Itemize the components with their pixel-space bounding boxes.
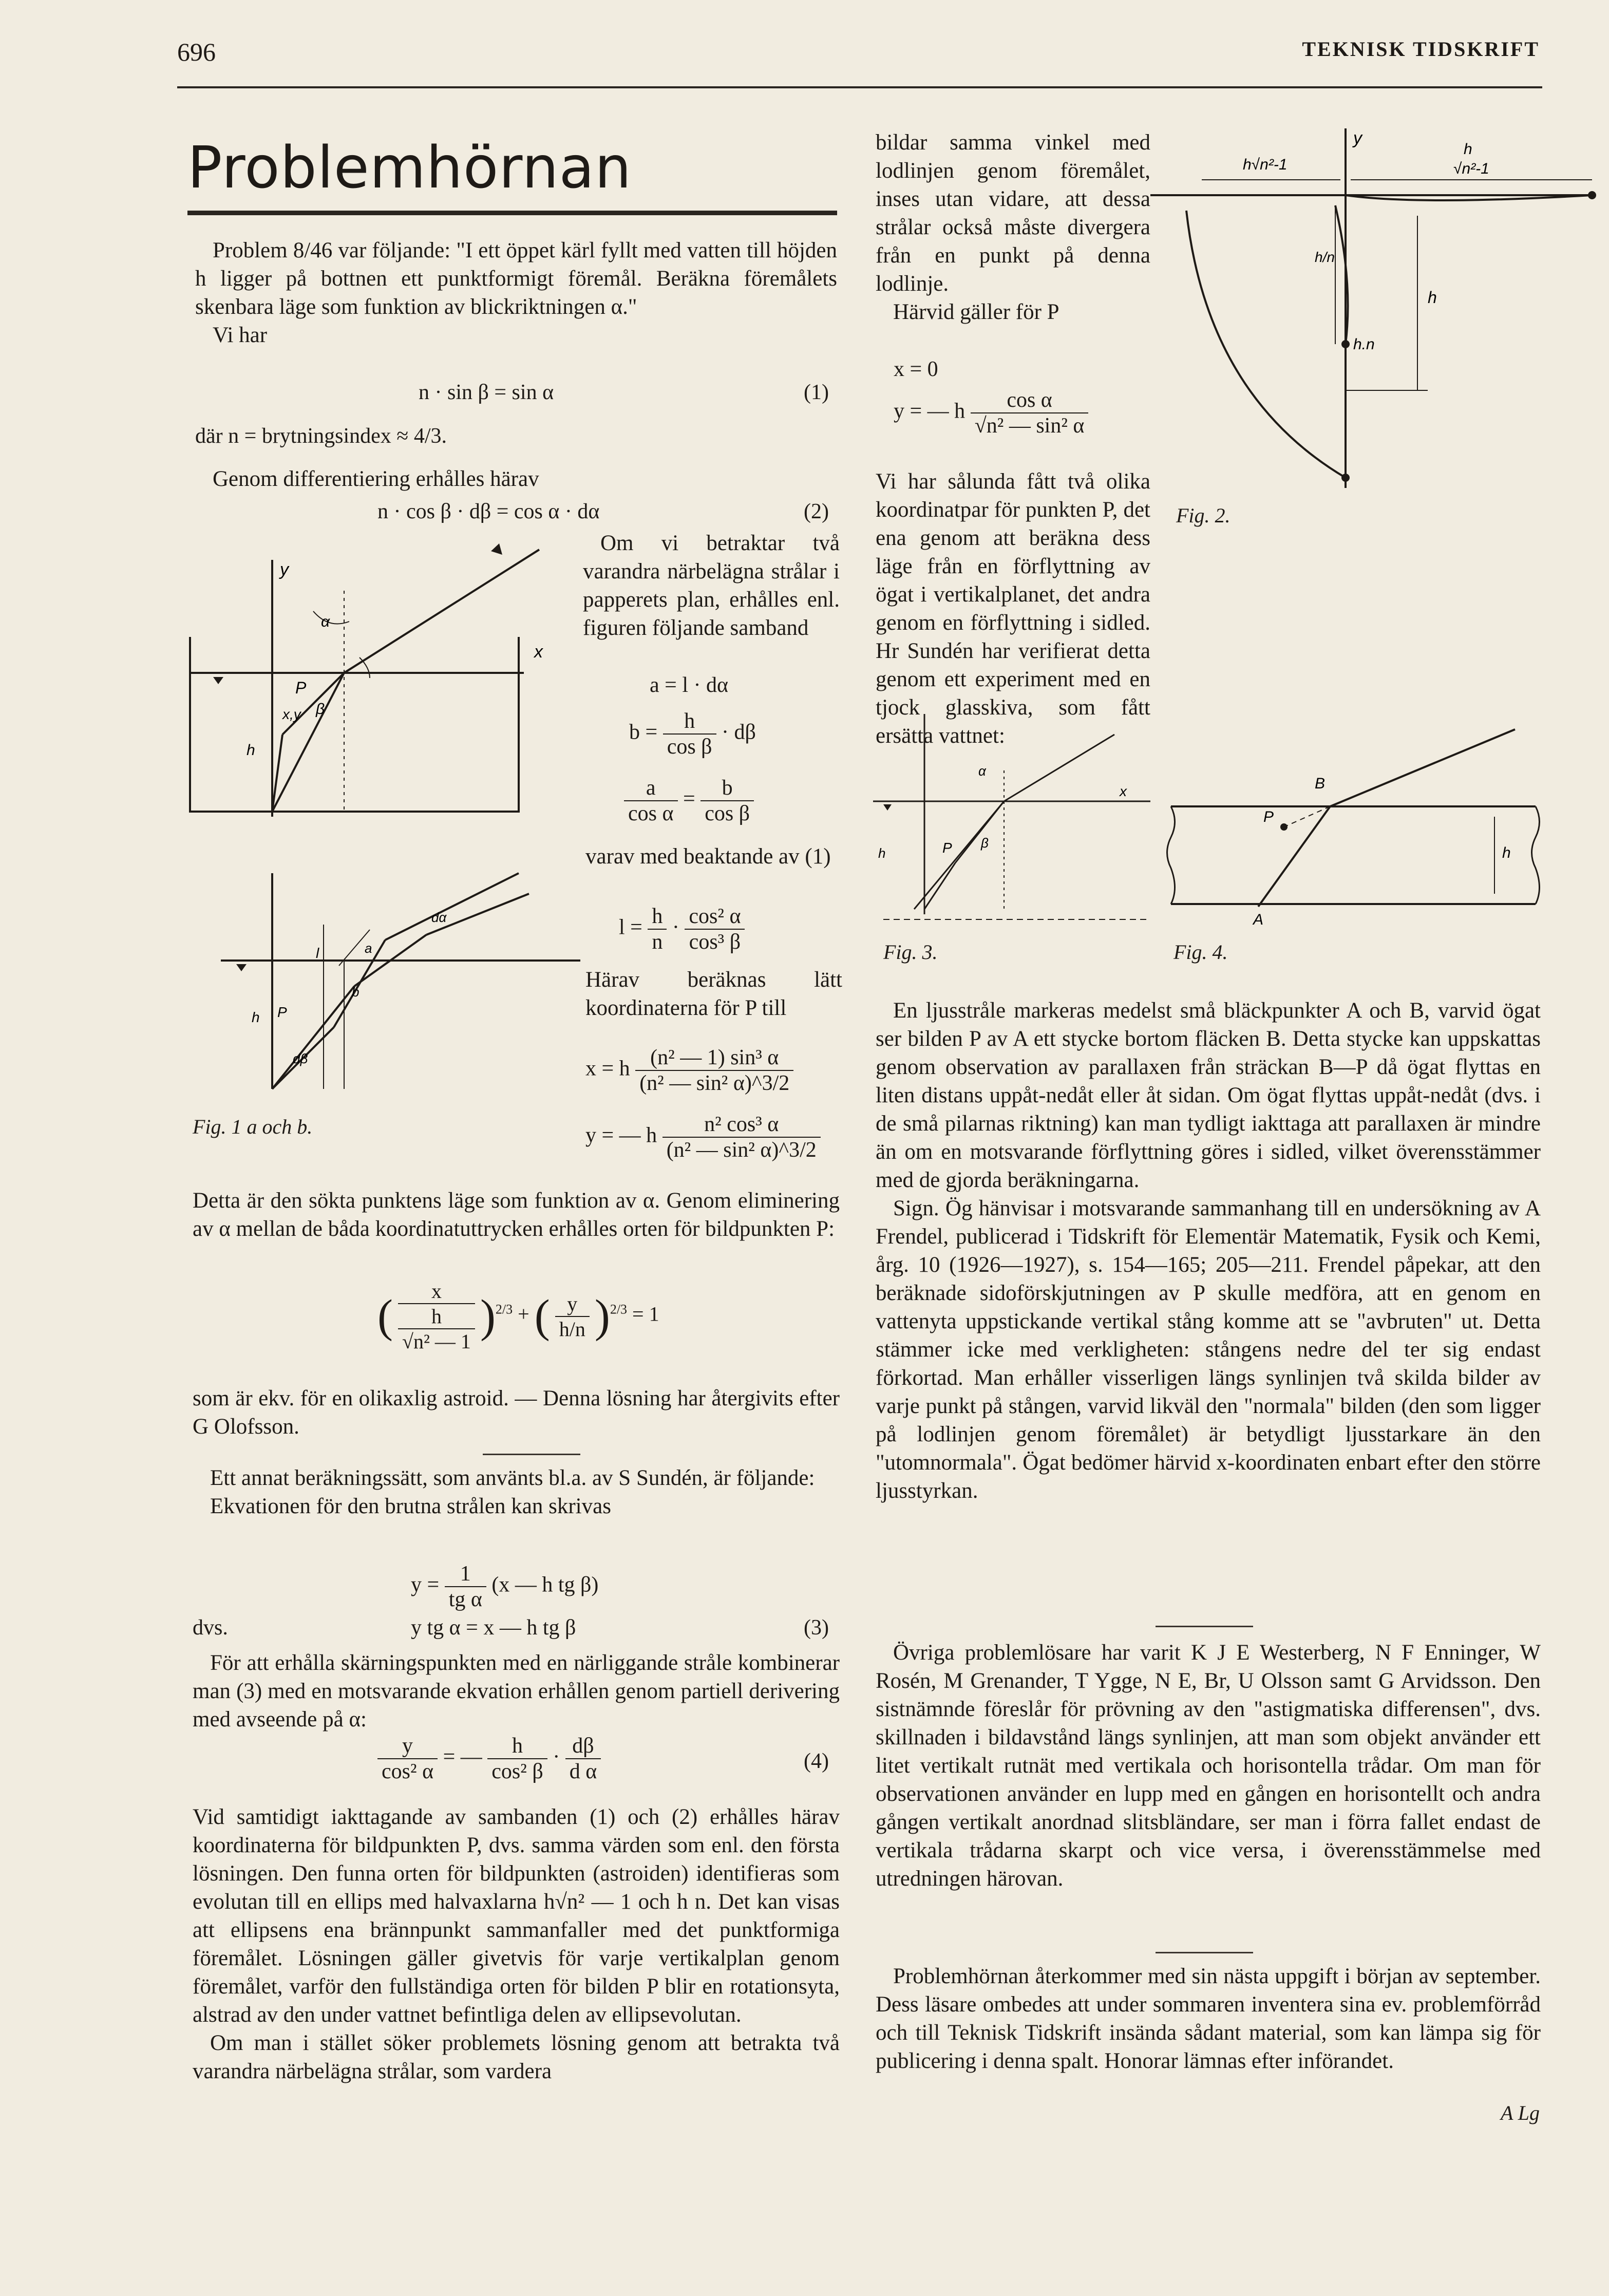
figure-3-caption: Fig. 3. <box>883 940 938 964</box>
fig4-a-label: A <box>1253 911 1264 928</box>
fig2-sqrt-label: √n²-1 <box>1453 160 1489 177</box>
figure-4-caption: Fig. 4. <box>1173 940 1228 964</box>
fig2-hsqrt-label: h√n²-1 <box>1243 156 1288 173</box>
fig2-h-label: h <box>1428 288 1437 307</box>
fig1a-p-label: P <box>295 679 307 697</box>
intersection-paragraph: För att erhålla skärningspunkten med en närliggande stråle kombinerar man (3) med en motsvarande ekvation erhållen genom partiell derivering med avseende på α: <box>193 1651 840 1732</box>
fig4-p-label: P <box>1263 808 1274 825</box>
equation-4: $\frac{y}{\text{cos² α}}$ = — $\frac{h}{\text{cos² β}}$ · $\frac{d\beta}{\text{d α}}$ <box>377 1734 601 1784</box>
harav-text: Härav beräknas lätt koordinaterna för P till <box>585 968 842 1020</box>
fig1b-l-label: l <box>316 945 319 961</box>
equation-x-zero: x = 0 <box>894 357 938 381</box>
two-rays-text: Om vi betraktar två varandra närbelägna strålar i papperets plan, erhålles enl. figuren följande samband <box>583 531 840 640</box>
fig1b-a-label: a <box>365 940 372 956</box>
ellipse-paragraph: Vid samtidigt iakttagande av sambanden (1) och (2) erhålles härav koordinaterna för bildpunkten P, dvs. samma värden som enl. den första lösningen. Den funna orten för bildpunkten (astroiden) identifieras som evolutan till en ellips med halvaxlarna h√n² — 1 och h n. Det kan visas att ellipsens ena brännpunkt sammanfaller med det punktformiga föremålet. Lösningen gäller givetvis för varje vertikalplan genom föremålet, varför den fullständiga orten för bilden P blir en rotationsyta, alstrad av den under vattnet befintliga delen av ellipsevolutan. Om man i stället söker problemets lösning genom att betrakta två varandra närbelägna strålar, som vardera <box>193 1805 840 2083</box>
separator <box>483 1454 580 1455</box>
equation-a: a = l · dα <box>650 673 728 697</box>
refracted-ray-equation: y = $\frac{1}{\text{tg α}}$ (x — h tg β) <box>411 1562 599 1611</box>
elimination-paragraph: Detta är den sökta punktens läge som funktion av α. Genom eliminering av α mellan de båda koordinatuttrycken erhålles orten för bildpunkten P: <box>193 1189 840 1241</box>
coordinate-pairs-intro: Vi har sålunda fått två olika koordinatpar för punkten P, det ena genom att beräkna dess läge från en förflyttning av ögat i vertikalplanet, det andra genom en förflyttning i sidled. Hr Sundén har verifierat detta genom ett experiment med en tjock glasskiva, som fått ersätta vattnet: <box>876 469 1150 748</box>
equation-x: x = h $\frac{\text{(n² — 1) sin³ α}}{\text{(n² — sin² α)\textasciicircum{}3/2}}$ <box>585 1045 793 1096</box>
figure-1b <box>221 863 580 1099</box>
equation-y: y = — h $\frac{\text{n² cos³ α}}{\text{(n² — sin² α)\textasciicircum{}3/2}}$ <box>585 1112 821 1162</box>
equation-y-vertical: y = — h $\frac{\text{cos α}}{\text{√n² — sin² α}}$ <box>894 388 1088 438</box>
figure-2 <box>1150 128 1597 498</box>
fig3-alpha-label: α <box>978 763 986 779</box>
fig3-p-label: P <box>942 840 952 856</box>
fig4-b-label: B <box>1315 775 1326 792</box>
differentiation-text: Genom differentiering erhålles härav <box>213 467 539 491</box>
figure-1a <box>185 539 575 827</box>
figure-4 <box>1166 719 1551 928</box>
fig1a-alpha-label: α <box>321 613 330 630</box>
fig3-h-label: h <box>878 845 886 861</box>
closing-paragraph: Problemhörnan återkommer med sin nästa uppgift i början av september. Dess läsare ombedes att under sommaren inventera sina ev. problemförråd och till Teknisk Tidskrift insända sådant material, som kan lämpa sig för publicering i denna spalt. Honorar lämnas efter införandet. <box>876 1964 1541 2073</box>
astroid-equation: ( x h √n² — 1 )$^{2/3}$ + ( $\frac{y}{h/n}$ )$^{2/3}$ = 1 <box>377 1279 659 1353</box>
equation-b: b = $\frac{h}{\text{cos β}}$ · dβ <box>629 709 756 759</box>
astroid-paragraph: som är ekv. för en olikaxlig astroid. — Denna lösning har återgivits efter G Olofsson. <box>193 1386 840 1439</box>
equation-l: l = $\frac{h}{n}$ · $\frac{\text{cos² α}}{\text{cos³ β}}$ <box>619 904 745 954</box>
figure-1-caption: Fig. 1 a och b. <box>193 1115 313 1138</box>
fig2-hn-label: h.n <box>1353 336 1375 353</box>
journal-name: TEKNISK TIDSKRIFT <box>1302 37 1540 61</box>
header-rule <box>177 86 1542 88</box>
equation-ratio: $\frac{a}{\text{cos α}}$ = $\frac{b}{\text{cos β}}$ <box>624 776 754 826</box>
fig1b-b-label: b <box>352 984 359 1000</box>
equation-3-number: (3) <box>804 1616 829 1640</box>
fig1a-h-label: h <box>247 742 255 759</box>
figure-3 <box>873 714 1161 925</box>
right-top-paragraph: bildar samma vinkel med lodlinjen genom föremålet, inses utan vidare, att dessa strålar också måste divergera från en punkt på denna lodlinje. Härvid gäller för P <box>876 130 1150 324</box>
intro-paragraph: Problem 8/46 var följande: "I ett öppet kärl fyllt med vatten till höjden h ligger på bottnen ett punktformigt föremål. Beräkna föremålets skenbara läge som funktion av blickriktningen α." Vi har <box>195 238 837 347</box>
equation-4-number: (4) <box>804 1749 829 1773</box>
separator <box>1156 1952 1253 1953</box>
alternative-method-paragraph: Ett annat beräkningssätt, som använts bl.a. av S Sundén, är följande: Ekvationen för den brutna strålen kan skrivas <box>210 1466 815 1518</box>
varav-text: varav med beaktande av (1) <box>585 844 831 869</box>
equation-2-number: (2) <box>804 500 829 523</box>
fig1a-y-label: y <box>280 560 289 579</box>
fig2-hn-frac-label: h/n <box>1315 249 1335 265</box>
fig1b-p-label: P <box>277 1004 287 1020</box>
fig1b-dbeta-label: dβ <box>293 1051 308 1066</box>
page-number: 696 <box>177 37 216 66</box>
page-title: Problemhörnan <box>187 135 632 201</box>
title-rule <box>187 211 837 215</box>
fig1b-h-label: h <box>252 1009 260 1025</box>
fig1b-dalpha-label: dα <box>431 910 447 925</box>
fig3-beta-label: β <box>981 835 989 851</box>
equation-2: n · cos β · dβ = cos α · dα <box>377 500 600 523</box>
separator <box>1156 1626 1253 1627</box>
fig1a-beta-label: β <box>316 701 325 718</box>
fig4-h-label: h <box>1502 844 1511 861</box>
fig3-x-label: x <box>1120 783 1127 799</box>
experiment-paragraph: En ljusstråle markeras medelst små bläckpunkter A och B, varvid ögat ser bilden P av A ett stycke bortom fläcken B. Detta stycke kan uppskattas genom observation av parallaxen från sträckan B—P då ögat flyttas en liten distans uppåt-nedåt eller åt sidan. Om ögat flyttas uppåt-nedåt (dvs. i de små pilarnas riktning) kan man tydligt iakttaga att parallaxen är mindre än om en motsvarande förflyttning göres i sidled, vilket överensstämmer med de gjorda beräkningarna. Sign. Ög hänvisar i motsvarande sammanhang till en undersökning av A Frendel, publicerad i Tidskrift för Elementär Matematik, Fysik och Kemi, årg. 10 (1926—1927), s. 154—165; 205—211. Frendel påpekar, att den beräknade sidoförskjutningen av P skulle medföra, att en genom en vattenyta uppstickande vertikal stång komme att se "avbruten" ut. Detta stämmer icke med verkligheten: stångens nedre del ter sig endast förkortad. Man erhåller visserligen längs synlinjen två skilda bilder av varje punkt på stången, varvid likväl den "normala" bilden (den som ligger på lodlinjen genom föremålet) är betydligt ljusstarkare än den "utomnormala". Ögat bedömer härvid x-koordinaten enbart efter den större ljusstyrkan. <box>876 999 1541 1503</box>
equation-3: y tg α = x — h tg β <box>411 1616 576 1640</box>
equation-1: n · sin β = sin α <box>419 381 554 404</box>
refractive-index-text: där n = brytningsindex ≈ 4/3. <box>195 424 447 448</box>
fig1a-xy-label: x,y <box>282 706 301 722</box>
dvs-label: dvs. <box>193 1616 228 1640</box>
fig2-y-label: y <box>1353 128 1362 148</box>
figure-2-caption: Fig. 2. <box>1176 504 1231 527</box>
equation-1-number: (1) <box>804 381 829 404</box>
fig1a-x-label: x <box>534 642 543 662</box>
other-solvers-paragraph: Övriga problemlösare har varit K J E Westerberg, N F Enninger, W Rosén, M Grenander, T Ygge, N E, Br, U Olsson samt G Arvidsson. Den sistnämnde föreslår för prövning av den "astigmatiska differensen", dvs. skillnaden i bildavstånd längs synlinjen, att man som objekt använder ett litet vertikalt rutnät med vertikala och horisontella trådar. Om man för observationen använder en lupp med en gången en horisontellt och andra gången vertikalt anordnad slitsbländare, ser man i förra fallet endast de vertikala trådarna skarpt och vice versa, i överensstämmelse med utredningen härovan. <box>876 1641 1541 1891</box>
fig2-h-top-label: h <box>1464 141 1472 158</box>
signature: A Lg <box>1501 2101 1540 2124</box>
